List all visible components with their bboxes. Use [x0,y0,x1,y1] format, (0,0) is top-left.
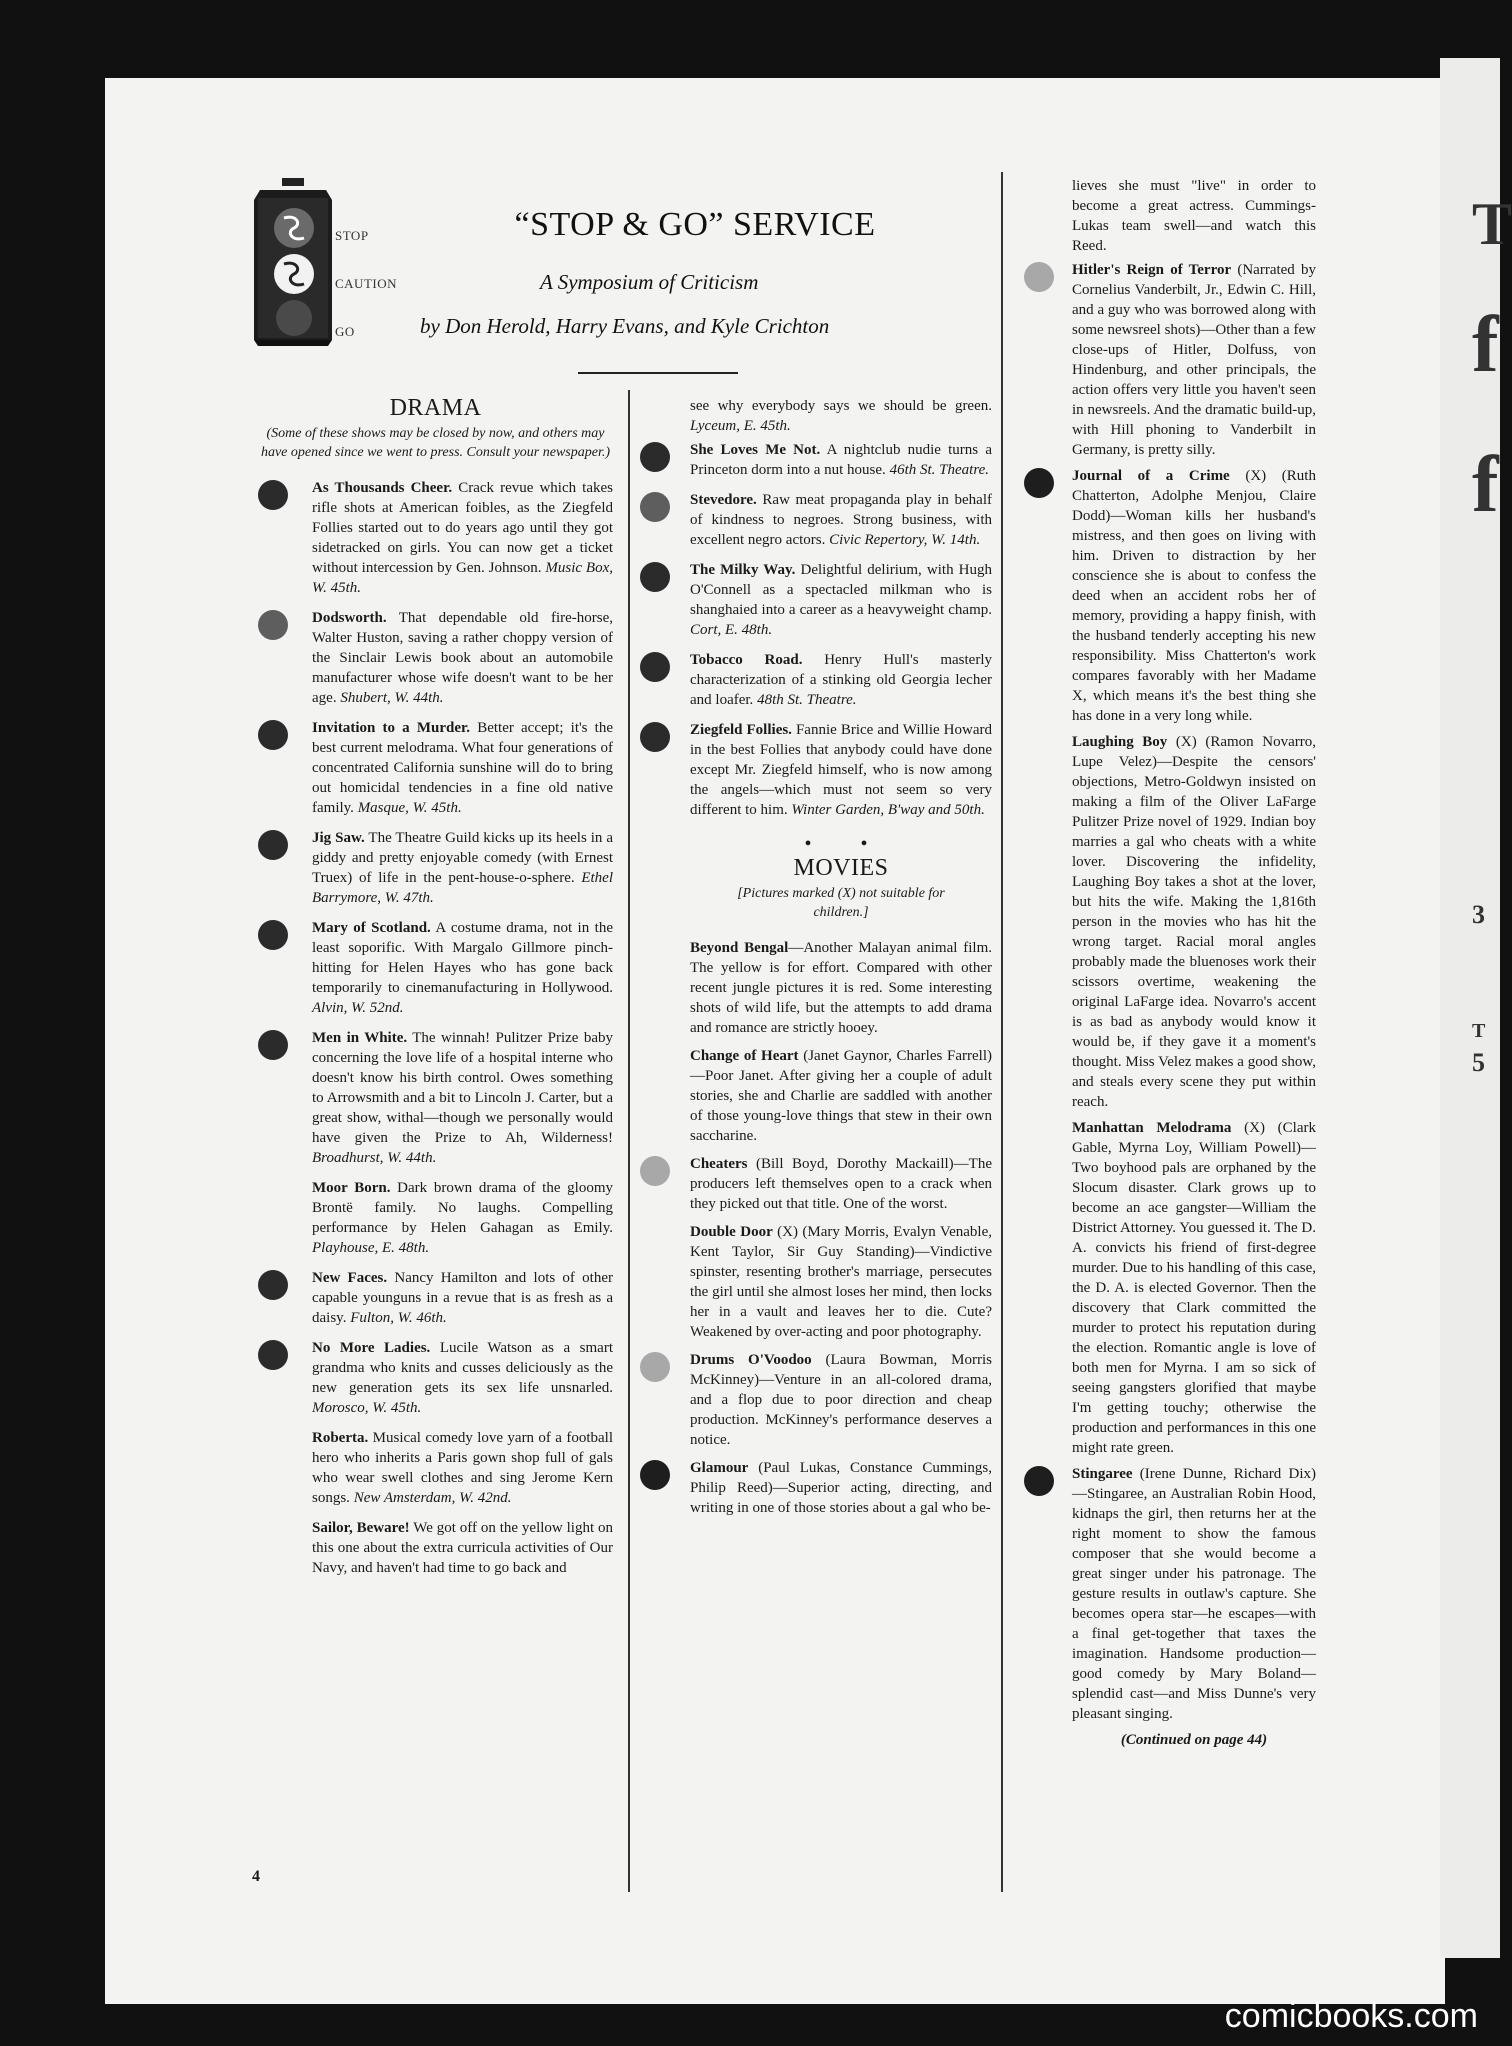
movie-title: Stingaree [1072,1466,1133,1482]
movie-text: (X) (Ruth Chatterton, Adolphe Menjou, Claire Dodd)—Woman kills her husband's mistress, and then goes on living with him. Driven to distraction by her conscience she is about to confess the deed when an accident robs her of memory, providing a happy finish, with the husband tenderly accepting his new responsibility. Miss Chatterton's work compares favorably with her Madame X, which means it's the best thing she has done in a very long while. [1072,468,1316,724]
entry-venue: Morosco, W. 45th. [312,1400,422,1416]
drama-entry [258,918,613,1018]
rating-dot-icon [640,652,670,682]
movie-title: Double Door [690,1224,773,1240]
byline: by Don Herold, Harry Evans, and Kyle Crichton [420,314,830,338]
drama-entry [690,720,992,820]
movie-title: Beyond Bengal [690,940,789,956]
facing-page-glyph: f [1472,441,1499,529]
movie-title: Laughing Boy [1072,734,1168,750]
entry-title: Men in White. [312,1030,408,1046]
entry-venue: Shubert, W. 44th. [340,690,444,706]
drama-entry [690,440,992,480]
movie-title: Cheaters [690,1156,748,1172]
drama-entry [258,1428,613,1508]
movie-entry [690,1154,992,1214]
scan-border [0,0,1500,58]
rating-dot-icon [640,1156,670,1186]
page-title: “STOP & GO” SERVICE [514,206,876,243]
entry-text: Better accept; it's the best current melodrama. What four generations of concentrated California sunshine will do to bring out homicidal tendencies in a fine old native family. [312,720,614,816]
signal-label-stop: STOP [335,228,369,243]
rating-dot-icon [258,920,288,950]
movie-entry [690,1046,992,1146]
drama-entry [258,1028,613,1168]
entry-venue: Playhouse, E. 48th. [312,1240,430,1256]
entry-text: Dark brown drama of the gloomy Brontë family. No laughs. Compelling performance by Helen Gahagan as Emily. [312,1180,613,1236]
entry-title: No More Ladies. [312,1340,431,1356]
entry-title: As Thousands Cheer. [312,480,453,496]
entry-venue: Ethel Barrymore, W. 47th. [312,870,613,906]
entry-venue: Cort, E. 48th. [690,622,773,638]
facing-page-glyph: 5 [1472,1048,1485,1077]
entry-title: Moor Born. [312,1180,391,1196]
drama-entry [258,1268,613,1328]
rating-dot-icon [640,1352,670,1382]
movie-title: Journal of a Crime [1072,468,1230,484]
drama-entry [258,1518,613,1578]
entry-text: Delightful delirium, with Hugh O'Connell as a spectacled milkman who is shanghaied into a career as a heavyweight champ. [690,562,993,618]
movies-heading: MOVIES [793,855,889,881]
rating-dot-icon [1024,468,1054,498]
movie-entry [690,1222,992,1342]
movie-title: Glamour [690,1460,749,1476]
movie-entry [1072,1118,1316,1458]
entry-text: Henry Hull's masterly characterization of a stinking old Georgia lecher and loafer. [690,652,992,708]
drama-entry [690,560,992,640]
signal-label-caution: CAUTION [335,276,397,291]
drama-note: (Some of these shows may be closed by now, and others may have opened since we went to press. Consult your newspaper.) [260,426,611,460]
column-rule-middle [628,390,630,1892]
movie-text: (X) (Clark Gable, Myrna Loy, William Powell)—Two boyhood pals are orphaned by the Slocum disaster. Clark grows up to become an ace gangster—William the District Attorney. You guessed it. The D. A. convicts his friend of first-degree murder. Due to his handling of this case, the D. A. is elected Governor. Then the discovery that Clark committed the murder to protect his reputation during the election. Romantic angle is love of both men for Myrna. I am so sick of seeing gangsters glorified that maybe I'm getting touchy; otherwise the production and performances in this one might rate green. [1072,1120,1316,1456]
movie-text: (Laura Bowman, Morris McKinney)—Venture in an all-colored drama, and a flop due to poor direction and cheap production. McKinney's performance deserves a notice. [690,1352,992,1448]
facing-page-glyph: 3 [1472,900,1485,929]
drama-entry [258,828,613,908]
drama-heading: DRAMA [389,395,482,421]
entry-venue: Fulton, W. 46th. [350,1310,447,1326]
entry-text: The Theatre Guild kicks up its heels in a giddy and pretty enjoyable comedy (with Ernest Truex) of life in the pent-house-o-sphere. [312,830,614,886]
traffic-signal-icon [254,178,332,346]
entry-title: Invitation to a Murder. [312,720,471,736]
movie-title: Change of Heart [690,1048,799,1064]
entry-text: Musical comedy love yarn of a football hero who inherits a Paris gown shop full of gals who wear swell clothes and sing Jerome Kern songs. [312,1430,613,1506]
entry-text: We got off on the yellow light on this one about the extra curricula activities of Our Navy, and haven't had time to go back and [312,1520,614,1576]
movie-entry [690,1458,992,1518]
page-number: 4 [252,1868,260,1885]
middle-column [690,396,992,1526]
drama-entry [258,1178,613,1258]
facing-page-glyph: T [1472,191,1512,257]
movie-text: (X) (Mary Morris, Evalyn Venable, Kent Taylor, Sir Guy Standing)—Vindictive spinster, resenting brother's marriage, persecutes the girl until she almost loses her mind, then locks her in a vault and leaves her to die. Cute? Weakened by over-acting and poor photography. [690,1224,992,1340]
entry-title: Stevedore. [690,492,757,508]
movie-title: Drums O'Voodoo [690,1352,812,1368]
drama-entry [258,478,613,598]
entry-title: She Loves Me Not. [690,442,821,458]
drama-column [258,396,613,1588]
movie-text: (Paul Lukas, Constance Cummings, Philip Reed)—Superior acting, directing, and writing in one of those stories about a gal who be- [690,1460,992,1516]
movie-text: (Irene Dunne, Richard Dix)—Stingaree, an Australian Robin Hood, kidnaps the girl, then returns her at the right moment to show the famous composer that she would become a great singer under his patronage. The gesture results in outlaw's capture. She becomes opera star—he escapes—with a final get-together that taxes the imagination. Handsome production—good comedy by Mary Boland—splendid cast—and Miss Dunne's very pleasant singing. [1072,1466,1316,1722]
section-separator: • • [804,833,890,855]
rating-dot-icon [640,1460,670,1490]
movie-entry [1072,466,1316,726]
rating-dot-icon [258,1270,288,1300]
signal-label-go: GO [335,324,355,339]
entry-venue: 46th St. Theatre. [889,462,990,478]
entry-text: Crack revue which takes rifle shots at American foibles, as the Ziegfeld Follies started out to do years ago until they got sidetracked on girls. You can now get a ticket without intercession by Gen. Johnson. [312,480,614,576]
rating-dot-icon [258,610,288,640]
entry-text: The winnah! Pulitzer Prize baby concerning the love life of a hospital interne who doesn't know his birth control. Owes something to Arrowsmith and a bit to Lincoln J. Carter, but a great show, withal—though we personally would have given the Prize to Ah, Wilderness! [312,1030,613,1146]
entry-text: That dependable old fire-horse, Walter Huston, saving a rather choppy version of the Sinclair Lewis book about an automobile manufacturer whose wife doesn't want to be her age. [312,610,613,706]
entry-venue: Alvin, W. 52nd. [312,1000,404,1016]
title-rule [578,372,738,374]
column-rule-right [1001,172,1003,1892]
rating-dot-icon [640,562,670,592]
entry-venue: Broadhurst, W. 44th. [312,1150,437,1166]
rating-dot-icon [640,442,670,472]
page-subtitle: A Symposium of Criticism [540,270,759,294]
entry-text: Raw meat propaganda play in behalf of kindness to negroes. Strong business, with excellent negro actors. [690,492,992,548]
facing-page-glyph: T [1472,1020,1486,1042]
rating-dot-icon [640,492,670,522]
entry-title: Mary of Scotland. [312,920,431,936]
movie-text: (Narrated by Cornelius Vanderbilt, Jr., Edwin C. Hill, and a guy who was borrowed along with some newsreel shots)—Other than a few close-ups of Hitler, Dolfuss, von Hindenburg, and other principals, the action offers very little you haven't seen in newsreels. And the dramatic build-up, with Hill phoning to Vanderbilt in Germany, is pretty silly. [1072,262,1316,458]
entry-title: Dodsworth. [312,610,387,626]
entry-title: New Faces. [312,1270,388,1286]
rating-dot-icon [258,830,288,860]
drama-entry [258,1338,613,1418]
movie-entry [1072,260,1316,460]
entry-title: Jig Saw. [312,830,365,846]
drama-entry [258,608,613,708]
facing-page-glyph: f [1472,301,1499,389]
entry-title: Ziegfeld Follies. [690,722,792,738]
entry-text: Nancy Hamilton and lots of other capable younguns in a revue that is as fresh as a daisy. [312,1270,613,1326]
rating-dot-icon [258,720,288,750]
entry-venue: Music Box, W. 45th. [312,560,614,596]
entry-title: The Milky Way. [690,562,796,578]
movie-text: (X) (Ramon Novarro, Lupe Velez)—Despite the censors' objections, Metro-Goldwyn insisted on making a film of the Oliver LaFarge Pulitzer Prize novel of 1929. Indian boy marries a gal who cheats with a white lover. Discovering the infidelity, Laughing Boy takes a shot at the lover, but hits the wife. Making the 1,816th person in the movies who has hit the wrong target. Racial moral angles probably made the bluenoses work their scissors overtime, weakening the original LaFarge idea. Novarro's accent is as bad as anybody would know it would be, if they gave it a moment's thought. Miss Velez makes a good show, and steals every scene they put within reach. [1072,734,1316,1110]
rating-dot-icon [1024,262,1054,292]
rating-dot-icon [258,480,288,510]
entry-text: A nightclub nudie turns a Princeton dorm into a nut house. [690,442,992,478]
movie-entry [690,1350,992,1450]
rating-dot-icon [1024,1466,1054,1496]
continuation-paragraph: lieves she must "live" in order to become a great actress. Cummings-Lukas team swell—and watch this Reed. [1072,178,1316,254]
entry-title: Roberta. [312,1430,369,1446]
entry-text: A costume drama, not in the least soporific. With Margalo Gillmore pinch-hitting for Helen Hayes who has gone back temporarily to cinemanufacturing in Hollywood. [312,920,613,996]
movie-text: (Janet Gaynor, Charles Farrell)—Poor Janet. After giving her a couple of adult stories, she and Charlie are saddled with another of those young-love things that stew in their own saccharine. [690,1048,992,1144]
movie-text: (Bill Boyd, Dorothy Mackaill)—The producers left themselves open to a crack when they picked out that title. One of the worst. [690,1156,992,1212]
entry-text: Lucile Watson as a smart grandma who knits and cusses deliciously as the new generation gets its sex life unsnarled. [312,1340,614,1396]
movie-title: Hitler's Reign of Terror [1072,262,1232,278]
movie-title: Manhattan Melodrama [1072,1120,1232,1136]
entry-text: Fannie Brice and Willie Howard in the best Follies that anybody could have done except Mr. Ziegfeld himself, who is now among the angels—which must not seem so very different to him. [690,722,992,818]
rating-dot-icon [258,1030,288,1060]
movie-entry [1072,732,1316,1112]
right-column [1072,176,1316,1750]
drama-entry [690,650,992,710]
movie-entry [1072,1464,1316,1724]
watermark: comicbooks.com [1224,1997,1478,2035]
entry-venue: New Amsterdam, W. 42nd. [353,1490,512,1506]
continuation-paragraph: see why everybody says we should be green. Lyceum, E. 45th. [690,398,992,434]
movie-entry [690,938,992,1038]
entry-venue: Winter Garden, B'way and 50th. [791,802,985,818]
entry-venue: Masque, W. 45th. [357,800,462,816]
entry-title: Tobacco Road. [690,652,803,668]
drama-entry [690,490,992,550]
entry-venue: 48th St. Theatre. [757,692,857,708]
rating-dot-icon [258,1340,288,1370]
rating-dot-icon [640,722,670,752]
continued-note: (Continued on page 44) [1120,1732,1268,1748]
entry-title: Sailor, Beware! [312,1520,410,1536]
drama-entry [258,718,613,818]
movie-text: —Another Malayan animal film. The yellow is for effort. Compared with other recent jungle pictures it is red. Some interesting shots of wild life, but the attempts to add drama and romance are strictly hooey. [690,940,992,1036]
movies-note: [Pictures marked (X) not suitable for children.] [737,886,945,920]
entry-venue: Civic Repertory, W. 14th. [829,532,981,548]
